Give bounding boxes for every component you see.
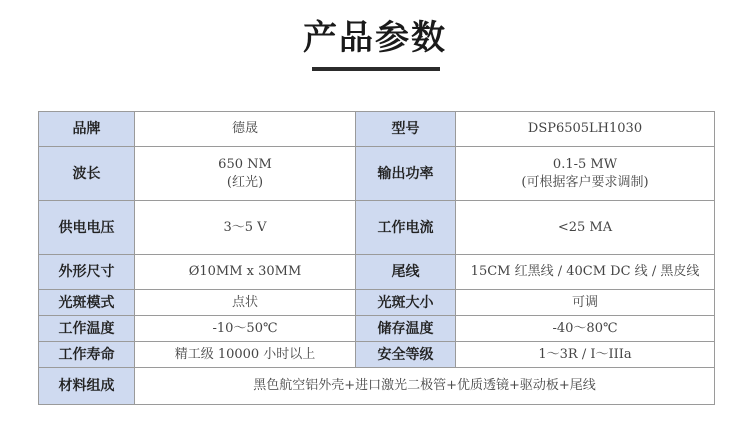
spec-label-operating-temp: 工作温度 xyxy=(39,316,135,342)
spec-label-brand: 品牌 xyxy=(39,112,135,147)
table-row xyxy=(39,342,715,368)
spec-label-supply-voltage: 供电电压 xyxy=(39,201,135,255)
table-row xyxy=(39,368,715,405)
table-row xyxy=(39,112,715,147)
table-row xyxy=(39,255,715,290)
spec-value-storage-temp: -40～80℃ xyxy=(456,316,715,342)
spec-label-storage-temp: 储存温度 xyxy=(356,316,456,342)
spec-value-dimensions: Ø10MM x 30MM xyxy=(135,255,356,290)
spec-label-spot-size: 光斑大小 xyxy=(356,290,456,316)
output-power-note: (可根据客户要求调制) xyxy=(521,174,649,190)
spec-label-spot-mode: 光斑模式 xyxy=(39,290,135,316)
wavelength-note: (红光) xyxy=(226,174,264,190)
spec-value-operating-current: <25 MA xyxy=(456,201,715,255)
spec-value-brand: 德晟 xyxy=(135,112,356,147)
output-power-value: 0.1-5 MW xyxy=(552,156,618,172)
spec-label-operating-current: 工作电流 xyxy=(356,201,456,255)
spec-value-materials: 黑色航空铝外壳+进口激光二极管+优质透镜+驱动板+尾线 xyxy=(135,368,715,405)
table-row xyxy=(39,316,715,342)
spec-value-spot-size: 可调 xyxy=(456,290,715,316)
spec-value-safety-class: 1～3R / I～IIIa xyxy=(456,342,715,368)
spec-label-model: 型号 xyxy=(356,112,456,147)
table-row xyxy=(39,147,715,201)
spec-table xyxy=(38,111,715,405)
spec-label-dimensions: 外形尺寸 xyxy=(39,255,135,290)
table-row xyxy=(39,290,715,316)
page-title: 产品参数 xyxy=(303,18,447,58)
spec-label-safety-class: 安全等级 xyxy=(356,342,456,368)
spec-label-materials: 材料组成 xyxy=(39,368,135,405)
wavelength-value: 650 NM xyxy=(218,156,272,172)
spec-label-tail-wire: 尾线 xyxy=(356,255,456,290)
spec-value-spot-mode: 点状 xyxy=(135,290,356,316)
spec-value-output-power xyxy=(456,147,715,201)
table-row xyxy=(39,201,715,255)
spec-label-lifetime: 工作寿命 xyxy=(39,342,135,368)
spec-value-wavelength xyxy=(135,147,356,201)
spec-value-model: DSP6505LH1030 xyxy=(456,112,715,147)
spec-value-operating-temp: -10～50℃ xyxy=(135,316,356,342)
spec-value-supply-voltage: 3～5 V xyxy=(135,201,356,255)
spec-label-wavelength: 波长 xyxy=(39,147,135,201)
spec-value-lifetime: 精工级 10000 小时以上 xyxy=(135,342,356,368)
spec-value-tail-wire: 15CM 红黑线 / 40CM DC 线 / 黑皮线 xyxy=(456,255,715,290)
title-underline xyxy=(312,67,440,71)
spec-label-output-power: 输出功率 xyxy=(356,147,456,201)
